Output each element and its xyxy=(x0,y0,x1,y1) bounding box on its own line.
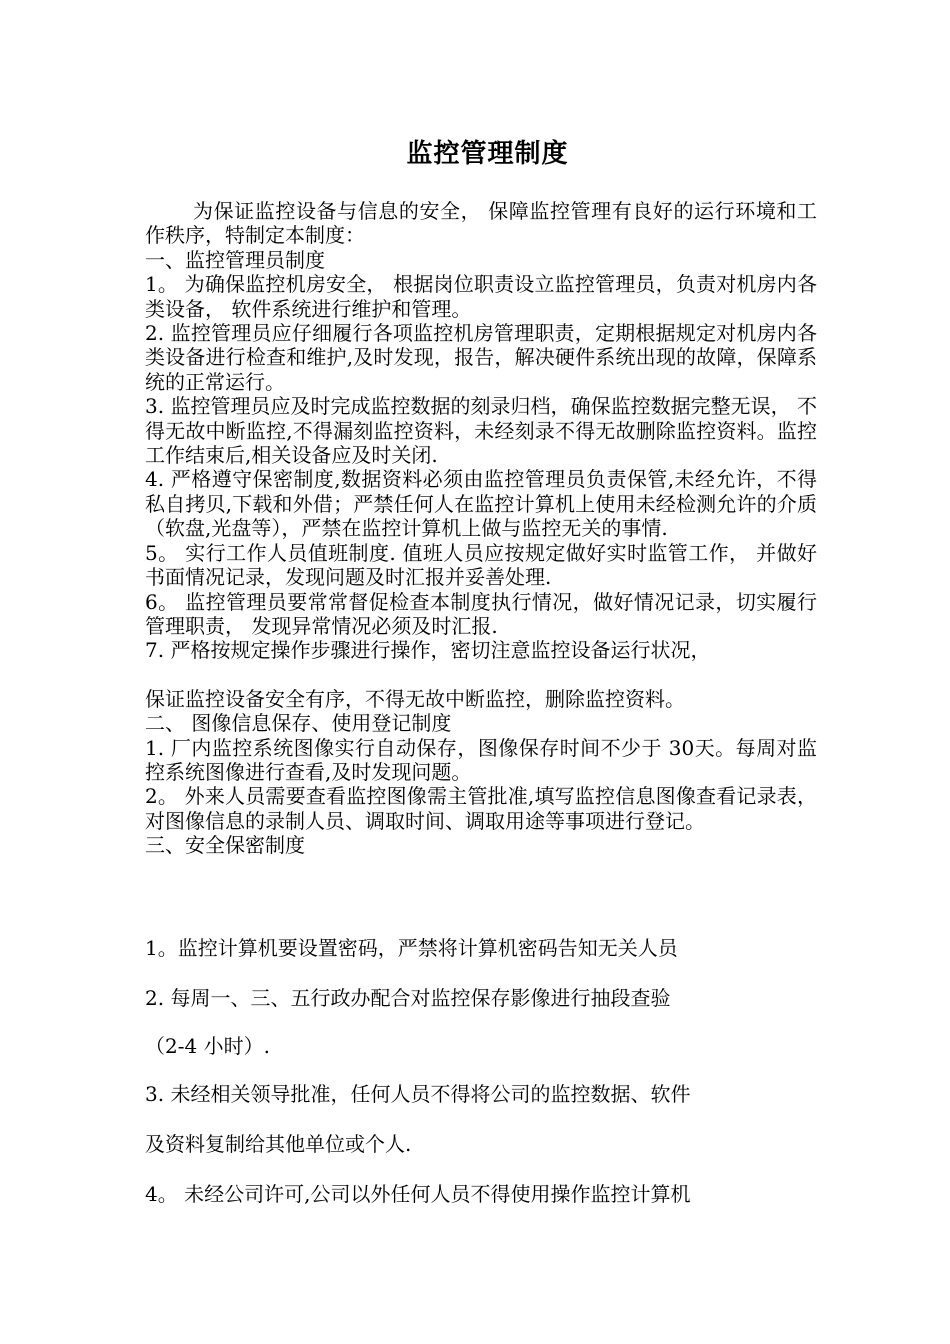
document-body xyxy=(145,199,817,858)
section-heading-2: 二、 图像信息保存、使用登记制度 xyxy=(145,711,452,736)
section-heading-1: 一、监控管理员制度 xyxy=(145,247,325,272)
section2-item-1: 1. 厂内监控系统图像实行自动保存，图像保存时间不少于 30天。每周对监控系统图像进行查看,及时发现问题。 xyxy=(145,735,817,784)
intro-paragraph: 为保证监控设备与信息的安全， 保障监控管理有良好的运行环境和工作秩序，特制定本制度： xyxy=(145,199,817,248)
section3-line-6: 4。 未经公司许可,公司以外任何人员不得使用操作监控计算机 xyxy=(145,1182,691,1206)
section3-line-4: 3. 未经相关领导批准，任何人员不得将公司的监控数据、软件 xyxy=(145,1082,691,1106)
section1-item-2: 2. 监控管理员应仔细履行各项监控机房管理职责，定期根据规定对机房内各类设备进行检查和维护,及时发现，报告，解决硬件系统出现的故障，保障系统的正常运行。 xyxy=(145,321,817,394)
section1-item-7: 7. 严格按规定操作步骤进行操作，密切注意监控设备运行状况， xyxy=(145,638,711,663)
section1-item-6: 6。 监控管理员要常常督促检查本制度执行情况，做好情况记录，切实履行管理职责， 发现异常情况必须及时汇报. xyxy=(145,589,817,638)
section3-line-5: 及资料复制给其他单位或个人. xyxy=(145,1132,412,1156)
section3-line-1: 1。监控计算机要设置密码，严禁将计算机密码告知无关人员 xyxy=(145,936,678,960)
section1-item-5: 5。 实行工作人员值班制度. 值班人员应按规定做好实时监管工作， 并做好书面情况记录，发现问题及时汇报并妥善处理. xyxy=(145,540,817,590)
section3-line-3: （2-4 小时）. xyxy=(145,1034,270,1058)
section2-item-2: 2。 外来人员需要查看监控图像需主管批准,填写监控信息图像查看记录表，对图像信息的录制人员、调取时间、调取用途等事项进行登记。 xyxy=(145,784,817,833)
section1-item-1: 1。 为确保监控机房安全， 根据岗位职责设立监控管理员，负责对机房内各类设备， 软件系统进行维护和管理。 xyxy=(145,272,817,321)
page-title: 监控管理制度 xyxy=(406,139,569,169)
section1-item-7-continuation: 保证监控设备安全有序，不得无故中断监控，删除监控资料。 xyxy=(145,686,685,711)
section1-item-3: 3. 监控管理员应及时完成监控数据的刻录归档，确保监控数据完整无误， 不得无故中断监控,不得漏刻监控资料，未经刻录不得无故删除监控资料。监控工作结束后,相关设备应及时关闭. xyxy=(145,394,817,468)
section-heading-3: 三、安全保密制度 xyxy=(145,833,305,858)
section1-item-4: 4. 严格遵守保密制度,数据资料必须由监控管理员负责保管,未经允许，不得私自拷贝,下载和外借；严禁任何人在监控计算机上使用未经检测允许的介质（软盘,光盘等），严禁在监控计算机上做与监控无关的事情. xyxy=(145,467,817,541)
section3-line-2: 2. 每周一、三、五行政办配合对监控保存影像进行抽段查验 xyxy=(145,986,671,1010)
